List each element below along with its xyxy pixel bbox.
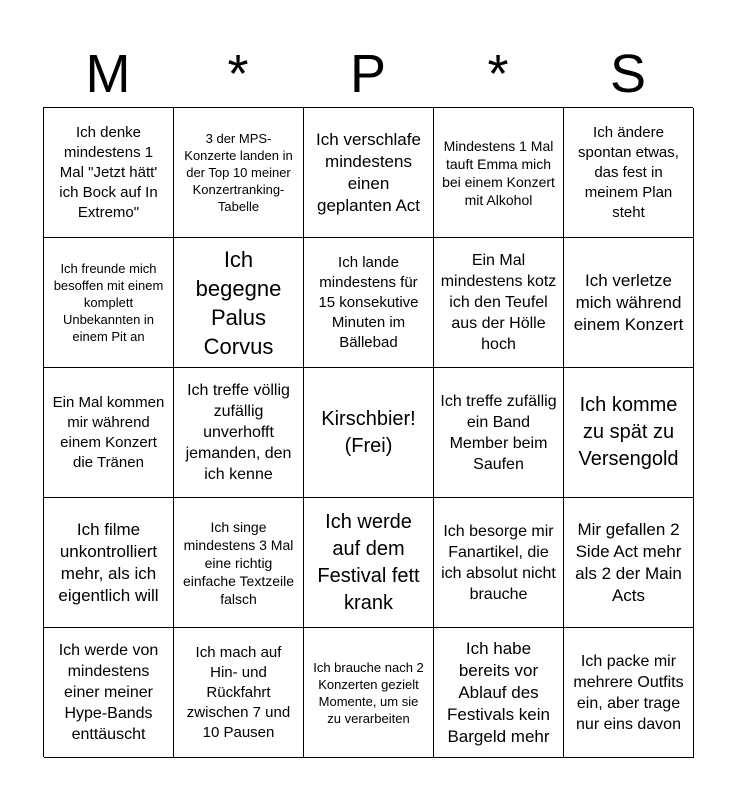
bingo-cell-text: Ich werde auf dem Festival fett krank [317, 510, 420, 614]
bingo-cell-r1-c3[interactable] [304, 108, 434, 238]
bingo-cell-text: Ich verschlafe mindestens einen geplanten Act [316, 129, 421, 215]
bingo-cell-text: Ein Mal mindestens kotz ich den Teufel aus der Hölle hoch [440, 252, 557, 353]
bingo-cell-text: Ich filme unkontrolliert mehr, als ich eigentlich will [58, 519, 159, 605]
bingo-cell-text: Ich packe mir mehrere Outfits ein, aber trage nur eins davon [573, 652, 684, 733]
header-letter-star-1: * [227, 44, 249, 104]
bingo-cell-r4-c3[interactable] [304, 498, 434, 628]
bingo-cell-r1-c2[interactable] [174, 108, 304, 238]
bingo-cell-text: Ich lande mindestens für 15 konsekutive Minuten im Bällebad [318, 253, 419, 351]
bingo-cell-text: Mir gefallen 2 Side Act mehr als 2 der Main Acts [575, 519, 682, 605]
bingo-cell-text: Ich habe bereits vor Ablauf des Festivals kein Bargeld mehr [447, 638, 550, 746]
bingo-cell-r2-c1[interactable] [44, 238, 174, 368]
bingo-cell-r5-c5[interactable] [564, 628, 694, 758]
bingo-cell-text: Ich treffe zufällig ein Band Member beim Saufen [440, 392, 557, 473]
bingo-cell-r4-c5[interactable] [564, 498, 694, 628]
bingo-cell-text: Ich komme zu spät zu Versengold [578, 394, 679, 470]
bingo-cell-r2-c3[interactable] [304, 238, 434, 368]
bingo-cell-r1-c1[interactable] [44, 108, 174, 238]
bingo-cell-r4-c2[interactable] [174, 498, 304, 628]
bingo-header [43, 42, 693, 106]
bingo-cell-text: Ich treffe völlig zufällig unverhofft jemanden, den ich kenne [185, 382, 292, 483]
bingo-cell-r2-c2[interactable] [174, 238, 304, 368]
bingo-cell-text: Ich werde von mindestens einer meiner Hype-Bands enttäuscht [58, 642, 159, 743]
bingo-cell-r3-c4[interactable] [434, 368, 564, 498]
bingo-cell-text: 3 der MPS-Konzerte landen in der Top 10 meiner Konzertranking-Tabelle [184, 131, 293, 214]
bingo-cell-text: Ich denke mindestens 1 Mal "Jetzt hätt' ich Bock auf In Extremo" [59, 123, 158, 221]
bingo-cell-text: Kirschbier! (Frei) [321, 407, 416, 457]
bingo-board [43, 107, 693, 757]
header-letter-m: M [85, 44, 131, 104]
bingo-cell-text: Ich singe mindestens 3 Mal eine richtig einfache Textzeile falsch [182, 518, 295, 607]
bingo-cell-r4-c1[interactable] [44, 498, 174, 628]
bingo-cell-text: Ich besorge mir Fanartikel, die ich absolut nicht brauche [441, 522, 556, 603]
bingo-cell-r1-c5[interactable] [564, 108, 694, 238]
bingo-cell-r4-c4[interactable] [434, 498, 564, 628]
header-letter-star-2: * [487, 44, 509, 104]
header-letter-p: P [349, 44, 387, 104]
bingo-cell-r1-c4[interactable] [434, 108, 564, 238]
bingo-cell-r3-c2[interactable] [174, 368, 304, 498]
bingo-cell-r5-c4[interactable] [434, 628, 564, 758]
bingo-cell-r2-c4[interactable] [434, 238, 564, 368]
bingo-cell-r5-c3[interactable] [304, 628, 434, 758]
bingo-cell-r3-c5[interactable] [564, 368, 694, 498]
bingo-cell-r2-c5[interactable] [564, 238, 694, 368]
bingo-cell-text: Ich verletze mich während einem Konzert [573, 270, 684, 334]
header-letter-s: S [609, 44, 647, 104]
bingo-cell-text: Ich freunde mich besoffen mit einem komplett Unbekannten in einem Pit an [53, 261, 164, 344]
bingo-cell-text: Ich mach auf Hin- und Rückfahrt zwischen 7 und 10 Pausen [186, 643, 291, 741]
bingo-cell-text: Ein Mal kommen mir während einem Konzert die Tränen [52, 393, 165, 471]
bingo-cell-text: Ich brauche nach 2 Konzerten gezielt Momente, um sie zu verarbeiten [313, 659, 424, 726]
bingo-cell-text: Ich begegne Palus Corvus [195, 246, 282, 359]
bingo-cell-r5-c2[interactable] [174, 628, 304, 758]
bingo-cell-text: Ich ändere spontan etwas, das fest in meinem Plan steht [578, 123, 679, 221]
bingo-cell-r5-c1[interactable] [44, 628, 174, 758]
bingo-cell-text: Mindestens 1 Mal tauft Emma mich bei einem Konzert mit Alkohol [442, 137, 555, 208]
bingo-cell-r3-c1[interactable] [44, 368, 174, 498]
bingo-cell-r3-c3[interactable] [304, 368, 434, 498]
